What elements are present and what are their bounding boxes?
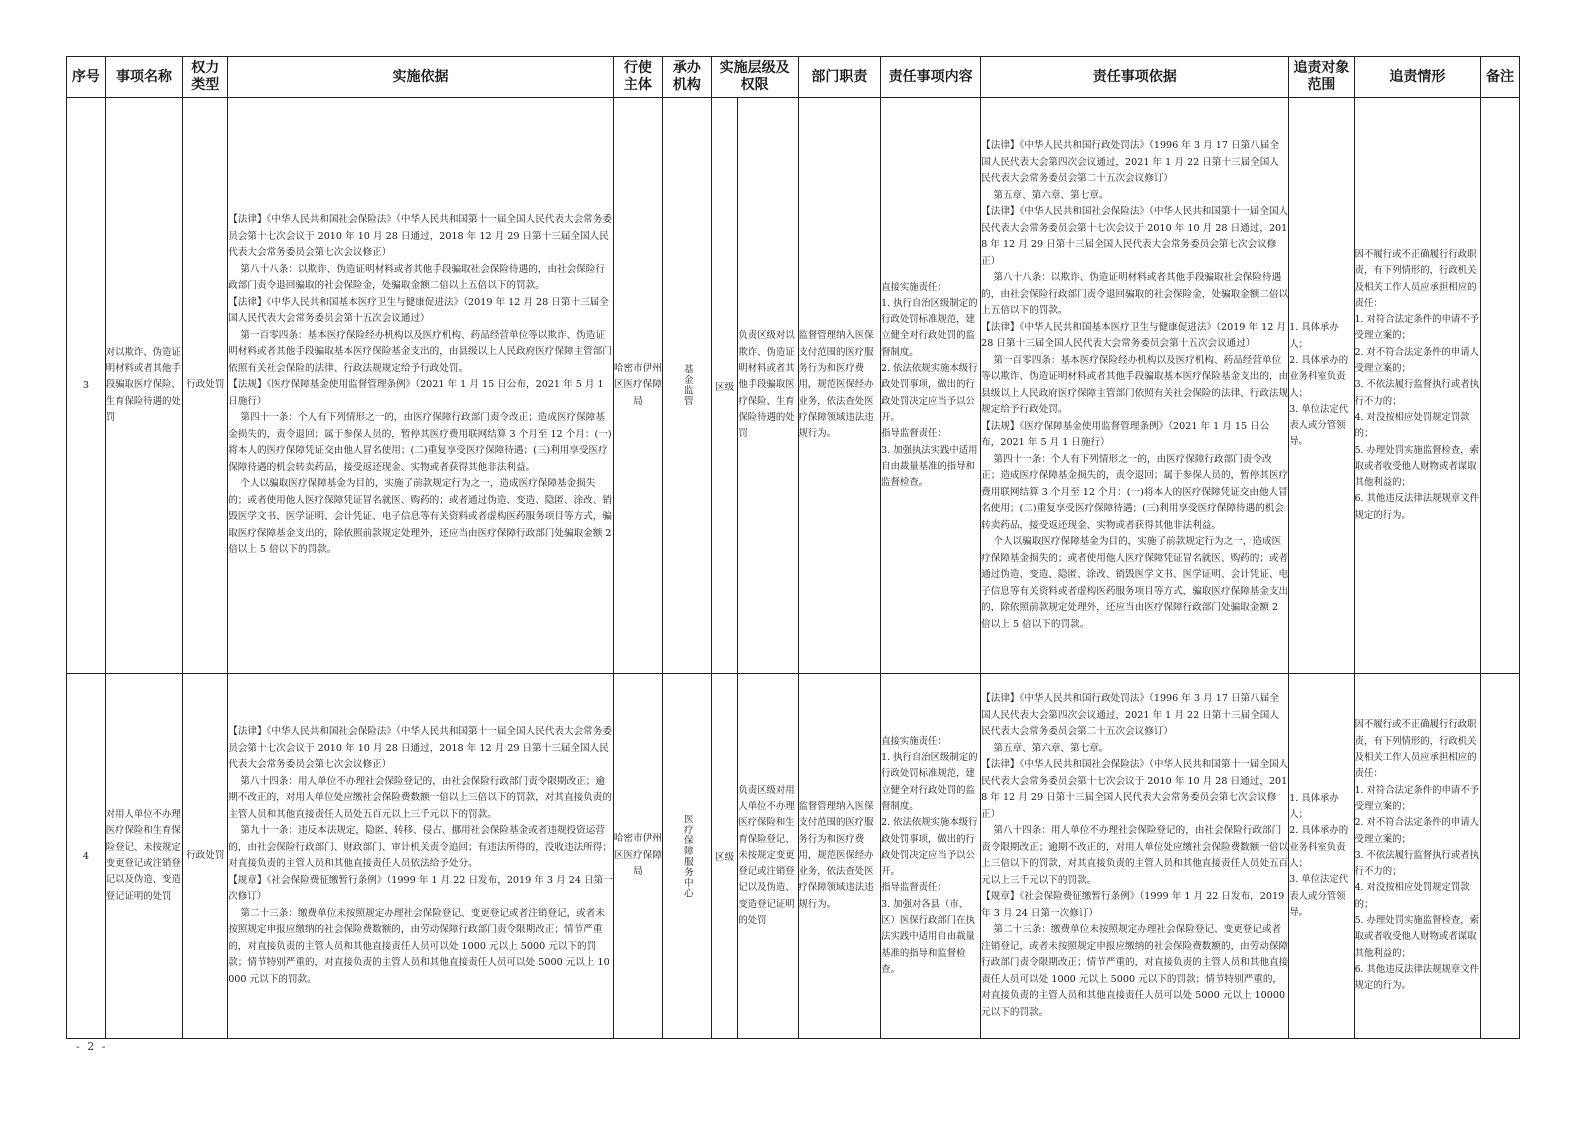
row-authority: 负责区级对以欺诈、伪造证明材料或者其他手段骗取医疗保险、生育保险待遇的处罚 — [738, 98, 798, 674]
row-content: 直接实施责任： 1. 执行自治区级制定的行政处罚标准规范，建立健全对行政处罚的监督制度。 2. 依法依规实施本级行政处罚事项，做出的行政处罚决定应当予以公开。 指导监督责任： 3. 加强对各县（市、区）医保行政部门在执法实践中适用自由裁量基准的指导和监督检查。 — [881, 674, 981, 1039]
row-basis: 【法律】《中华人民共和国社会保险法》（中华人民共和国第十一届全国人民代表大会常务委员会第十七次会议于 2010 年 10 月 28 日通过，2018 年 12 月 29 日第十三届全国人民代表大会常务委员会第七次会议修正） 第八十四条：用人单位不办理社会保险登记的，由社会保险行政部门责令限期改正；逾期不改正的，对用人单位处应缴社会保险费数额一倍以上三倍以下的罚款，对其直接负责的主管人员和其他直接责任人员处五百元以上三千元以下的罚款。 第九十一条：违反本法规定，隐匿、转移、侵占、挪用社会保险基金或者违规投资运营的，由社会保险行政部门、财政部门、审计机关责令追回；有违法所得的，没收违法所得；对直接负责的主管人员和其他直接责任人员依法给予处分。 【规章】《社会保险费征缴暂行条例》（1999 年 1 月 22 日发布，2019 年 3 月 24 日第一次修订） 第二十三条：缴费单位未按照规定办理社会保险登记、变更登记或者注销登记，或者未按照规定申报应缴纳的社会保险费数额的，由劳动保障行政部门责令限期改正；情节严重的，对直接负责的主管人员和其他直接责任人员可以处 1000 元以上 5000 元以下的罚款；情节特别严重的，对直接负责的主管人员和其他直接责任人员可以处 5000 元以上 10000 元以下的罚款。 — [228, 674, 614, 1039]
row-subject: 哈密市伊州区医疗保障局 — [613, 98, 662, 674]
row-agency — [662, 98, 711, 674]
row-targets: 1. 具体承办人； 2. 具体承办的业务科室负责人； 3. 单位法定代表人或分管领导。 — [1289, 674, 1354, 1039]
row-remark — [1481, 98, 1520, 674]
row-duty: 监督管理纳入医保支付范围的医疗服务行为和医疗费用，规范医保经办业务，依法查处医疗保障领域违法违规行为。 — [798, 98, 881, 674]
row-situations: 因不履行或不正确履行行政职责，有下列情形的，行政机关及相关工作人员应承担相应的责任： 1. 对符合法定条件的申请不予受理立案的； 2. 对不符合法定条件的申请人受理立案的； 3. 不依法履行监督执行或者执行不力的； 4. 对没按相应处罚规定罚款的； 5. 办理处罚实施监督检查，索取或者收受他人财物或者谋取其他利益的； 6. 其他违反法律法规规章文件规定的行为。 — [1354, 98, 1481, 674]
row-resp-basis: 【法律】《中华人民共和国行政处罚法》（1996 年 3 月 17 日第八届全国人民代表大会第四次会议通过，2021 年 1 月 22 日第十三届全国人民代表大会常务委员会第二十五次会议修订） 第五章、第六章、第七章。 【法律】《中华人民共和国社会保险法》（中华人民共和国第十一届全国人民代表大会常务委员会第十七次会议于 2010 年 10 月 28 日通过，2018 年 12 月 29 日第十三届全国人民代表大会常务委员会第七次会议修正） 第八十八条：以欺诈、伪造证明材料或者其他手段骗取社会保险待遇的，由社会保险行政部门责令退回骗取的社会保险金，处骗取金额二倍以上五倍以下的罚款。 【法律】《中华人民共和国基本医疗卫生与健康促进法》（2019 年 12 月 28 日第十三届全国人民代表大会常务委员会第十五次会议通过） 第一百零四条：基本医疗保险经办机构以及医疗机构、药品经营单位等以欺诈、伪造证明材料或者其他手段骗取基本医疗保险基金支出的，由县级以上人民政府医疗保障主管部门依照有关社会保险的法律、行政法规规定给予行政处罚。 【法规】《医疗保障基金使用监督管理条例》（2021 年 1 月 15 日公布，2021 年 5 月 1 日施行） 第四十一条：个人有下列情形之一的，由医疗保障行政部门责令改正；造成医疗保障基金损失的，责令退回；属于参保人员的，暂停其医疗费用联网结算 3 个月至 12 个月：(一)将本人的医疗保障凭证交由他人冒名使用；(二)重复享受医疗保障待遇；(三)利用享受医疗保障待遇的机会转卖药品，接受返还现金、实物或者获得其他非法利益。 个人以骗取医疗保障基金为目的，实施了前款规定行为之一，造成医疗保障基金损失的；或者使用他人医疗保障凭证冒名就医、购药的；或者通过伪造、变造、隐匿、涂改、销毁医学文书、医学证明、会计凭证、电子信息等有关资料或者虚构医药服务项目等方式，骗取医疗保障基金支出的，除依照前款规定处理外，还应当由医疗保障行政部门处骗取金额 2 倍以上 5 倍以下的罚款。 — [981, 98, 1289, 674]
row-duty: 监督管理纳入医保支付范围的医疗服务行为和医疗费用，规范医保经办业务，依法查处医疗保障领域违法违规行为。 — [798, 674, 881, 1039]
row-situations: 因不履行或不正确履行行政职责，有下列情形的，行政机关及相关工作人员应承担相应的责任： 1. 对符合法定条件的申请不予受理立案的； 2. 对不符合法定条件的申请人受理立案的； 3. 不依法履行监督执行或者执行不力的； 4. 对没按相应处罚规定罚款的； 5. 办理处罚实施监督检查，索取或者收受他人财物或者谋取其他利益的； 6. 其他违反法律法规规章文件规定的行为。 — [1354, 674, 1481, 1039]
row-resp-basis: 【法律】《中华人民共和国行政处罚法》（1996 年 3 月 17 日第八届全国人民代表大会第四次会议通过，2021 年 1 月 22 日第十三届全国人民代表大会常务委员会第二十五次会议修订） 第五章、第六章、第七章。 【法律】《中华人民共和国社会保险法》（中华人民共和国第十一届全国人民代表大会常务委员会第十七次会议于 2010 年 10 月 28 日通过，2018 年 12 月 29 日第十三届全国人民代表大会常务委员会第七次会议修正） 第八十四条：用人单位不办理社会保险登记的，由社会保险行政部门责令限期改正；逾期不改正的，对用人单位处应缴社会保险费数额一倍以上三倍以下的罚款，对其直接负责的主管人员和其他直接责任人员处五百元以上三千元以下的罚款。 【规章】《社会保险费征缴暂行条例》（1999 年 1 月 22 日发布，2019 年 3 月 24 日第一次修订） 第二十三条：缴费单位未按照规定办理社会保险登记、变更登记或者注销登记，或者未按照规定申报应缴纳的社会保险费数额的，由劳动保障行政部门责令限期改正；情节严重的，对直接负责的主管人员和其他直接责任人员可以处 1000 元以上 5000 元以下的罚款；情节特别严重的，对直接负责的主管人员和其他直接责任人员可以处 5000 元以上 10000 元以下的罚款。 — [981, 674, 1289, 1039]
row-basis: 【法律】《中华人民共和国社会保险法》（中华人民共和国第十一届全国人民代表大会常务委员会第十七次会议于 2010 年 10 月 28 日通过，2018 年 12 月 29 日第十三届全国人民代表大会常务委员会第七次会议修正） 第八十八条：以欺诈、伪造证明材料或者其他手段骗取社会保险待遇的，由社会保险行政部门责令退回骗取的社会保险金，处骗取金额二倍以上五倍以下的罚款。 【法律】《中华人民共和国基本医疗卫生与健康促进法》（2019 年 12 月 28 日第十三届全国人民代表大会常务委员会第十五次会议通过） 第一百零四条：基本医疗保险经办机构以及医疗机构、药品经营单位等以欺诈、伪造证明材料或者其他手段骗取基本医疗保险基金支出的，由县级以上人民政府医疗保障主管部门依照有关社会保险的法律、行政法规规定给予行政处罚。 【法规】《医疗保障基金使用监督管理条例》（2021 年 1 月 15 日公布，2021 年 5 月 1 日施行） 第四十一条：个人有下列情形之一的，由医疗保障行政部门责令改正；造成医疗保障基金损失的，责令退回；属于参保人员的，暂停其医疗费用联网结算 3 个月至 12 个月：(一)将本人的医疗保障凭证交由他人冒名使用；(二)重复享受医疗保障待遇；(三)利用享受医疗保障待遇的机会转卖药品，接受返还现金、实物或者获得其他非法利益。 个人以骗取医疗保障基金为目的，实施了前款规定行为之一，造成医疗保障基金损失的；或者使用他人医疗保障凭证冒名就医、购药的；或者通过伪造、变造、隐匿、涂改、销毁医学文书、医学证明、会计凭证、电子信息等有关资料或者虚构医药服务项目等方式，骗取医疗保障基金支出的，除依照前款规定处理外，还应当由医疗保障行政部门处骗取金额 2 倍以上 5 倍以下的罚款。 — [228, 98, 614, 674]
header-agency: 承办机构 — [662, 57, 711, 98]
header-situations: 追责情形 — [1354, 57, 1481, 98]
table-row — [67, 674, 1520, 1039]
row-targets: 1. 具体承办人； 2. 具体承办的业务科室负责人； 3. 单位法定代表人或分管领导。 — [1289, 98, 1354, 674]
row-agency-text: 医疗保障服务中心 — [681, 813, 693, 899]
row-level: 区级 — [711, 674, 738, 1039]
header-subject: 行使主体 — [613, 57, 662, 98]
header-content: 责任事项内容 — [881, 57, 981, 98]
header-row — [67, 57, 1520, 98]
table-row — [67, 98, 1520, 674]
header-basis: 实施依据 — [228, 57, 614, 98]
header-level: 实施层级及权限 — [711, 57, 798, 98]
header-remark: 备注 — [1481, 57, 1520, 98]
row-item-name: 对以欺诈、伪造证明材料或者其他手段骗取医疗保险、生育保险待遇的处罚 — [105, 98, 183, 674]
row-authority: 负责区级对用人单位不办理医疗保险和生育保险登记、未按规定变更登记或注销登记以及伪造、变造登记证明的处罚 — [738, 674, 798, 1039]
header-seq: 序号 — [67, 57, 106, 98]
header-name: 事项名称 — [105, 57, 183, 98]
row-remark — [1481, 674, 1520, 1039]
row-subject: 哈密市伊州区医疗保障局 — [613, 674, 662, 1039]
row-content: 直接实施责任： 1. 执行自治区级制定的行政处罚标准规范，建立健全对行政处罚的监督制度。 2. 依法依规实施本级行政处罚事项，做出的行政处罚决定应当予以公开。 指导监督责任： 3. 加强执法实践中适用自由裁量基准的指导和监督检查。 — [881, 98, 981, 674]
row-seq: 3 — [67, 98, 106, 674]
row-item-name: 对用人单位不办理医疗保险和生育保险登记、未按规定变更登记或注销登记以及伪造、变造登记证明的处罚 — [105, 674, 183, 1039]
row-seq: 4 — [67, 674, 106, 1039]
header-resp-basis: 责任事项依据 — [981, 57, 1289, 98]
row-power-type: 行政处罚 — [183, 674, 228, 1039]
header-duty: 部门职责 — [798, 57, 881, 98]
header-targets: 追责对象范围 — [1289, 57, 1354, 98]
responsibility-table — [66, 56, 1520, 1039]
row-level: 区级 — [711, 98, 738, 674]
row-power-type: 行政处罚 — [183, 98, 228, 674]
header-type: 权力类型 — [183, 57, 228, 98]
page-number: - 2 - — [76, 1040, 108, 1053]
row-agency — [662, 674, 711, 1039]
row-agency-text: 基金监管 — [681, 364, 693, 407]
